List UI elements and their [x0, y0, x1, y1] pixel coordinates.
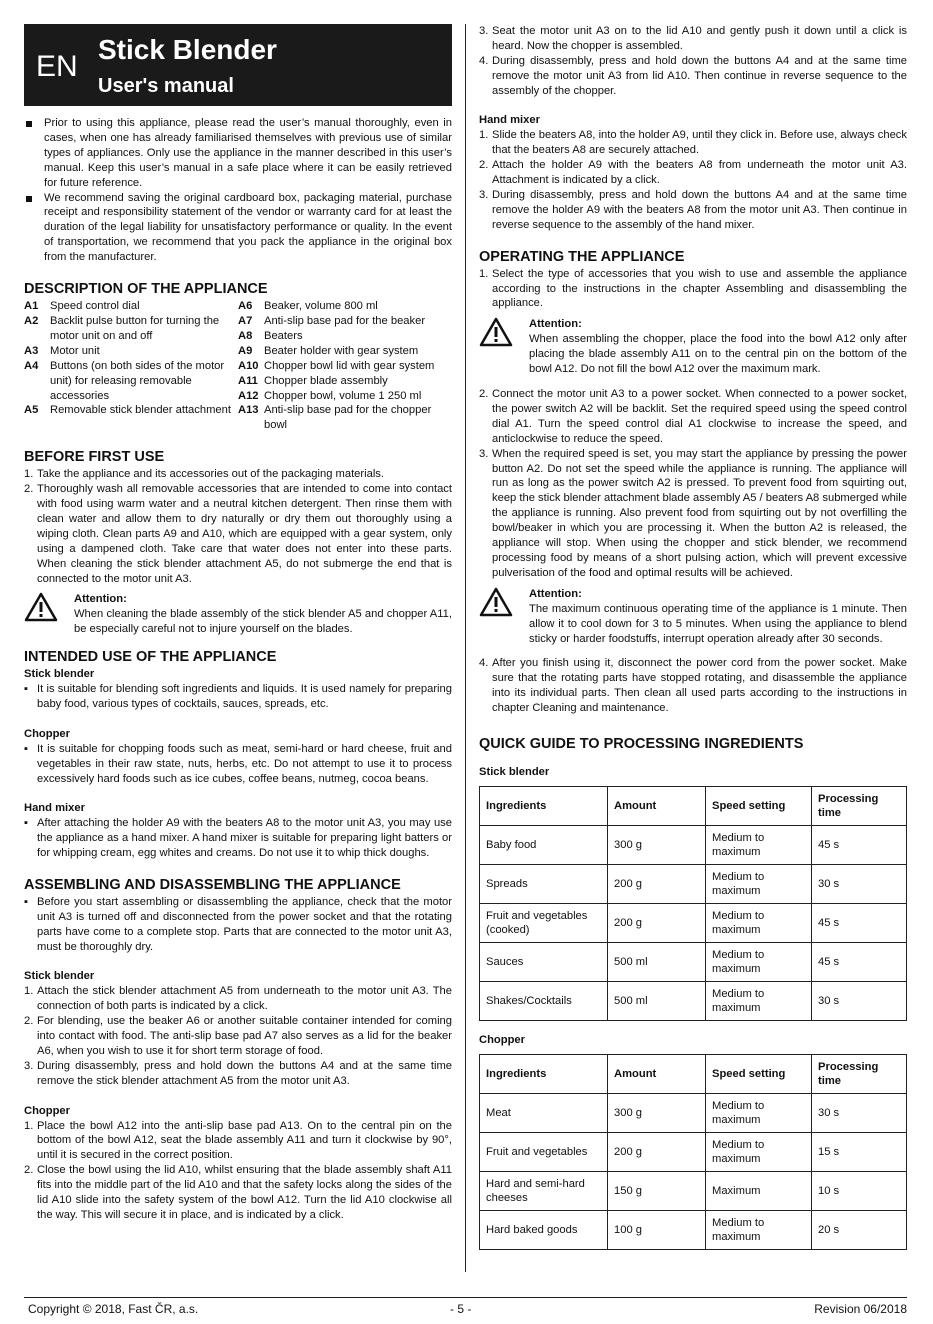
table-cell: 500 ml: [608, 942, 706, 981]
subheading: Chopper: [24, 1104, 70, 1117]
part-item: [238, 359, 452, 374]
subheading: Hand mixer: [479, 114, 540, 127]
bullet-square-icon: [24, 191, 44, 266]
part-code: A2: [24, 314, 39, 327]
table-cell: Medium to maximum: [706, 825, 812, 864]
left-column: [24, 24, 452, 1223]
column-header: Amount: [608, 1054, 706, 1093]
part-code: A11: [238, 374, 258, 387]
subheading: Stick blender: [24, 668, 95, 681]
list-item: 1. Attach the stick blender attachment A5 from underneath to the motor unit A3. The connection of both parts is indicated by a click.: [24, 985, 452, 1013]
table-cell: Baby food: [480, 825, 608, 864]
table-cell: 15 s: [812, 1132, 907, 1171]
intro-item: Prior to using this appliance, please read the user’s manual thoroughly, even in cases, when one has already familiarised themselves with previous use of similar types of appliances. Only use the appliance in the manner described in this user’s manual. Keep this user’s manual in a safe place where it can be easily retrieved for future reference.: [24, 116, 452, 191]
list-item: 2. For blending, use the beaker A6 or another suitable container intended for coming into contact with food. The anti-slip base pad A7 also serves as a lid for the beaker A6, when you wish to use it for short term storage of food.: [24, 1015, 452, 1057]
table-cell: 45 s: [812, 825, 907, 864]
intended-use-heading: INTENDED USE OF THE APPLIANCE: [24, 649, 277, 666]
part-item: [24, 314, 238, 344]
revision: Revision 06/2018: [814, 1302, 907, 1316]
parts-column-1: [24, 299, 238, 433]
table-cell: 30 s: [812, 981, 907, 1020]
table-cell: 200 g: [608, 864, 706, 903]
part-label: Motor unit: [50, 344, 100, 357]
part-item: [238, 329, 452, 344]
part-item: [24, 344, 238, 359]
stick-blender-table: [479, 786, 907, 1021]
table-cell: Spreads: [480, 864, 608, 903]
language-code: EN: [36, 50, 78, 83]
subheading: Stick blender: [24, 970, 95, 983]
table-cell: Medium to maximum: [706, 942, 812, 981]
warning-icon: [479, 317, 529, 377]
table-row: [480, 1171, 907, 1210]
part-label: Backlit pulse button for turning the motor unit on and off: [50, 314, 220, 342]
list-item: 1. Select the type of accessories that you wish to use and assemble the appliance according to the instructions in the chapter Assembling and disassembling the appliance.: [479, 267, 907, 310]
part-code: A5: [24, 404, 39, 417]
table-cell: Sauces: [480, 942, 608, 981]
list-item: 1. Slide the beaters A8, into the holder A9, until they click in. Before use, always check that the beaters A8 are securely attached.: [479, 129, 907, 157]
column-header: Ingredients: [480, 1054, 608, 1093]
attention-box: [479, 587, 907, 647]
table-row: [480, 825, 907, 864]
list-item: 4. During disassembly, press and hold down the buttons A4 and at the same time remove the motor unit A3 from lid A10. Then continue in reverse sequence to the assembly of the chopper.: [479, 54, 907, 97]
part-code: A12: [238, 389, 259, 402]
table-cell: Hard baked goods: [480, 1210, 608, 1249]
footer-divider: [24, 1297, 907, 1298]
list-item: 2. Connect the motor unit A3 to a power socket. When connected to a power socket, the power switch A2 will be backlit. Set the required speed using the speed control dial A1. Turn the speed control dial A1 clockwise to increase the speed, and anticlockwise to reduce the speed.: [479, 388, 907, 445]
table-cell: 200 g: [608, 1132, 706, 1171]
chopper-table: [479, 1054, 907, 1250]
list-item: 2. Thoroughly wash all removable accessories that are intended to come into contact with food using warm water and a neutral kitchen detergent. Then rinse them with clean water and allow them to dry naturally or dry them out thoroughly using a wiping cloth. Clean parts A9 and A10, which are equipped with a gear system, only using a dampened cloth. Take care that water does not enter into these parts. When cleaning the stick blender attachment A5, do not submerge the end that is connected to the motor unit A3.: [24, 483, 452, 585]
column-header: Ingredients: [480, 786, 608, 825]
table-row: [480, 1093, 907, 1132]
part-label: Anti-slip base pad for the beaker: [264, 314, 426, 327]
page-title: Stick Blender: [98, 34, 277, 65]
table-cell: Medium to maximum: [706, 1093, 812, 1132]
column-divider: [465, 24, 466, 1272]
column-header: Processing time: [812, 786, 907, 825]
table-header-row: [480, 1054, 907, 1093]
table-cell: Maximum: [706, 1171, 812, 1210]
list-item: 3. During disassembly, press and hold down the buttons A4 and at the same time remove the holder A9 with the beaters A8 from the motor unit A3. Then continue in reverse sequence to the assembly of the hand mixer.: [479, 188, 907, 231]
bullet-square-icon: [24, 116, 44, 191]
table-cell: Medium to maximum: [706, 903, 812, 942]
table-cell: 30 s: [812, 864, 907, 903]
column-header: Amount: [608, 786, 706, 825]
part-label: Beaker, volume 800 ml: [264, 300, 378, 313]
part-code: A1: [24, 300, 39, 313]
part-code: A8: [238, 329, 253, 342]
table-cell: 45 s: [812, 942, 907, 981]
list-item: 1. Take the appliance and its accessories out of the packaging materials.: [24, 468, 385, 481]
part-item: [238, 389, 452, 404]
list-item: 1. Place the bowl A12 into the anti-slip base pad A13. On to the central pin on the bottom of the bowl A12, seat the blade assembly A11 and turn it clockwise by 90°, until it is secured in the correct position.: [24, 1119, 452, 1162]
column-header: Speed setting: [706, 786, 812, 825]
part-label: Chopper blade assembly: [264, 374, 388, 387]
subheading: Chopper: [479, 1033, 525, 1046]
table-cell: 150 g: [608, 1171, 706, 1210]
attention-text: When assembling the chopper, place the food into the bowl A12 only after placing the blade assembly A11 on to the central pin on the bottom of the bowl A12. Do not fill the bowl A12 over the maximum mark.: [529, 333, 907, 376]
list-item: ▪ After attaching the holder A9 with the beaters A8 to the motor unit A3, you may use the appliance as a hand mixer. A hand mixer is suitable for preparing light batters or for whipping cream, egg whites and creams. Do not use it to whip thick doughs.: [24, 817, 452, 860]
table-cell: 200 g: [608, 903, 706, 942]
part-label: Beaters: [264, 329, 303, 342]
list-item: 2. Close the bowl using the lid A10, whilst ensuring that the blade assembly shaft A11 fits into the middle part of the lid A10 and that the safety locks along the sides of the lid A10 slide into the safety system of the bowl A12. Turn the lid A10 clockwise all the way. This will secure it in place, and is indicated by a click.: [24, 1164, 452, 1221]
part-item: [238, 374, 452, 389]
list-item: 3. When the required speed is set, you may start the appliance by pressing the power button A2. Do not set the speed while the appliance is running. The appliance will run as long as the power switch A2 is pressed. To prevent food from squirting out, keep the stick blender attachment blade assembly A5 / beaters A8 submerged while the appliance is running. Also prevent food from squirting out by not overfilling the bowl/beaker in which you are processing it. When the button A2 is released, the appliance will stop. When using the chopper and stick blender, we recommend processing food by means of a short pulsing action, which will prevent excessive pulverisation of the food and optimal results will be achieved.: [479, 447, 907, 579]
before-first-use-heading: BEFORE FIRST USE: [24, 449, 165, 466]
intro-list: [24, 116, 452, 265]
part-label: Anti-slip base pad for the chopper bowl: [264, 404, 432, 432]
part-code: A10: [238, 359, 259, 372]
table-cell: Medium to maximum: [706, 1210, 812, 1249]
table-cell: 500 ml: [608, 981, 706, 1020]
description-heading: DESCRIPTION OF THE APPLIANCE: [24, 281, 268, 298]
attention-text: The maximum continuous operating time of the appliance is 1 minute. Then allow it to cool down for 3 to 5 minutes. When using the appliance to blend sticky or harder foodstuffs, interrupt operation already after 30 seconds.: [529, 602, 907, 645]
operating-heading: OPERATING THE APPLIANCE: [479, 248, 685, 265]
table-cell: Medium to maximum: [706, 864, 812, 903]
table-cell: Hard and semi-hard cheeses: [480, 1171, 608, 1210]
part-label: Buttons (on both sides of the motor unit) for releasing removable accessories: [50, 359, 225, 402]
part-label: Speed control dial: [50, 300, 140, 313]
part-item: [24, 299, 238, 314]
attention-title: Attention:: [74, 593, 127, 606]
part-code: A4: [24, 359, 39, 372]
table-cell: 300 g: [608, 825, 706, 864]
list-item: ▪ Before you start assembling or disassembling the appliance, check that the motor unit A3 is turned off and disconnected from the power socket and that the rotating parts have come to a complete stop. Parts that are connected to the motor unit A3, must be thoroughly dry.: [24, 895, 452, 953]
page-subtitle: User's manual: [98, 75, 234, 97]
subheading: Stick blender: [479, 766, 550, 779]
quick-guide-heading: QUICK GUIDE TO PROCESSING INGREDIENTS: [479, 736, 804, 753]
part-label: Chopper bowl, volume 1 250 ml: [264, 389, 422, 402]
column-header: Speed setting: [706, 1054, 812, 1093]
table-cell: 20 s: [812, 1210, 907, 1249]
attention-text: When cleaning the blade assembly of the stick blender A5 and chopper A11, be especially careful not to injure yourself on the blades.: [74, 608, 452, 636]
part-code: A7: [238, 314, 253, 327]
table-cell: 300 g: [608, 1093, 706, 1132]
table-row: [480, 942, 907, 981]
part-item: [238, 344, 452, 359]
table-cell: Medium to maximum: [706, 1132, 812, 1171]
table-row: [480, 864, 907, 903]
subheading: Chopper: [24, 727, 70, 740]
part-code: A3: [24, 344, 39, 357]
part-code: A6: [238, 300, 253, 313]
attention-title: Attention:: [529, 318, 582, 331]
table-cell: 100 g: [608, 1210, 706, 1249]
intro-item: We recommend saving the original cardboard box, packaging material, purchase receipt and responsibility statement of the vendor or warranty card for at least the duration of the legal liability for unsatisfactory performance or quality. In the event of transportation, we recommend that you pack the appliance in the original box from the manufacturer.: [24, 191, 452, 266]
right-column: [479, 24, 907, 1250]
table-row: [480, 1132, 907, 1171]
list-item: 4. After you finish using it, disconnect the power cord from the power socket. Make sure that the rotating parts have stopped rotating, and disassemble the appliance into its individual parts. Then clean all used parts according to the instructions in chapter Cleaning and maintenance.: [479, 657, 907, 715]
copyright: Copyright © 2018, Fast ČR, a.s.: [28, 1302, 199, 1316]
part-code: A9: [238, 344, 253, 357]
warning-icon: [479, 587, 529, 647]
attention-box: [24, 592, 452, 637]
part-code: A13: [238, 404, 259, 417]
table-cell: Medium to maximum: [706, 981, 812, 1020]
list-item: ▪ It is suitable for blending soft ingredients and liquids. It is used namely for preparing baby food, various types of cocktails, sauces, spreads, etc.: [24, 683, 452, 710]
list-item: 3. During disassembly, press and hold down the buttons A4 and at the same time remove the stick blender attachment A5 from the motor unit A3.: [24, 1059, 452, 1087]
column-header: Processing time: [812, 1054, 907, 1093]
part-label: Chopper bowl lid with gear system: [264, 359, 435, 372]
part-item: [238, 299, 452, 314]
subheading: Hand mixer: [24, 802, 85, 815]
part-item: [24, 403, 238, 418]
part-label: Beater holder with gear system: [264, 344, 419, 357]
table-cell: Shakes/Cocktails: [480, 981, 608, 1020]
list-item: 2. Attach the holder A9 with the beaters A8 from underneath the motor unit A3. Attachment is indicated by a click.: [479, 159, 907, 187]
table-cell: 45 s: [812, 903, 907, 942]
table-cell: Fruit and vegetables: [480, 1132, 608, 1171]
table-row: [480, 1210, 907, 1249]
table-row: [480, 981, 907, 1020]
parts-column-2: [238, 299, 452, 433]
attention-box: [479, 317, 907, 377]
attention-title: Attention:: [529, 587, 582, 600]
parts-list: [24, 299, 452, 433]
table-cell: 10 s: [812, 1171, 907, 1210]
list-item: 3. Seat the motor unit A3 on to the lid A10 and gently push it down until a click is heard. Now the chopper is assembled.: [479, 25, 907, 52]
manual-header: [24, 24, 452, 106]
table-cell: 30 s: [812, 1093, 907, 1132]
part-item: [24, 359, 238, 404]
table-cell: Meat: [480, 1093, 608, 1132]
part-label: Removable stick blender attachment: [50, 404, 231, 417]
assembling-heading: ASSEMBLING AND DISASSEMBLING THE APPLIANCE: [24, 876, 401, 893]
page-number: - 5 -: [450, 1302, 472, 1316]
list-item: ▪ It is suitable for chopping foods such as meat, semi-hard or hard cheese, fruit and vegetables in their raw state, nuts, herbs, etc. Do not attempt to use it to process excessively hard foods such as ice cubes, coffee beans, nutmeg, cocoa beans.: [24, 742, 452, 785]
table-cell: Fruit and vegetables (cooked): [480, 903, 608, 942]
table-row: [480, 903, 907, 942]
table-header-row: [480, 786, 907, 825]
warning-icon: [24, 592, 74, 637]
part-item: [238, 314, 452, 329]
part-item: [238, 403, 452, 433]
